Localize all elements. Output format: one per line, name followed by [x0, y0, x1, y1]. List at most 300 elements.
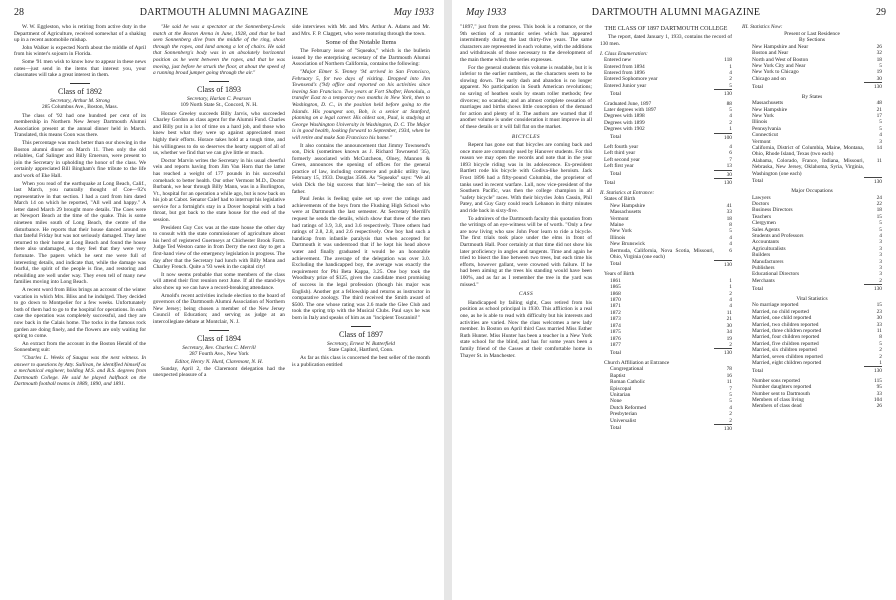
row-value: 2 — [879, 347, 882, 354]
row-label: New Hampshire — [610, 202, 646, 209]
row-value: 4 — [729, 297, 732, 304]
vital-table — [742, 302, 882, 374]
row-value: 30 — [876, 75, 882, 82]
section-heading: III. Statistics Now: — [742, 24, 783, 30]
section-title: Class of 1897 — [339, 329, 383, 339]
total-value: 130 — [714, 179, 732, 187]
row-value: 19 — [726, 335, 732, 342]
row-label: Degrees with 1902 — [604, 126, 645, 133]
row-value: 3 — [879, 271, 882, 278]
table-heading: Present or Last Residence — [784, 30, 840, 37]
section-address: 287 Fourth Ave., New York — [189, 350, 249, 357]
row-value: 23 — [876, 308, 882, 315]
row-value: 11 — [726, 379, 732, 386]
row-label: Accountants — [752, 239, 779, 246]
row-label: Clergymen — [752, 220, 776, 227]
left-column-3 — [292, 24, 430, 596]
quote: "He said he was a spectator at the Sonnenberg-Lewis match at the Boston Arena in June, 1928, and that he had seen Sonnenberg dive from the middle of the ring, shoot through the ropes, and land among a lot of chairs. He said that Sonnenberg's body was in an absolutely horizontal position as he went between the ropes, and that he was moving, just before he struck the floor, at about the speed of a running broad jumper going through the air." — [153, 24, 285, 77]
row-label: Married, six children reported — [752, 347, 817, 354]
table-row — [600, 418, 732, 425]
residence-table — [742, 44, 882, 91]
row-label: Vermont — [752, 138, 771, 145]
row-value: 26 — [876, 43, 882, 50]
paragraph: It also contains the announcement that Jimmy Townsend's son, Dick (sometimes known as J. Richard Townsend '35), formerly associated with McCutcheon, Olney, Mannon & Green, announces the opening of offices for the general practice of law, including commerce and public utility law, February 15, 1933. Douglas 3566. As "Squeaks" says: "We all wish Dick the big success that him"—being the son of his father. — [292, 142, 430, 195]
row-label: Doctors — [752, 201, 770, 207]
row-label: 1865 — [610, 284, 621, 291]
total-label: Total — [610, 171, 621, 178]
divider — [70, 83, 90, 84]
total-row — [600, 349, 732, 357]
running-title: DARTMOUTH ALUMNI MAGAZINE — [591, 7, 761, 18]
total-label: Total — [610, 425, 621, 432]
row-label: Dutch Reformed — [610, 404, 647, 411]
page-gutter — [444, 0, 452, 600]
row-value: 1 — [729, 277, 732, 284]
total-row — [600, 170, 732, 178]
total-row — [600, 424, 732, 432]
row-value: 41 — [726, 202, 732, 209]
paragraph: side interviews with Mr. and Mrs. Arthur A. Adams and Mr. and Mrs. F. P. Claggett, who were motoring through the town. — [292, 24, 430, 37]
row-label: 1876 — [610, 335, 621, 342]
row-label: 1874 — [610, 322, 621, 329]
table-row — [600, 163, 732, 170]
row-value: 16 — [726, 372, 732, 379]
table-row — [600, 126, 732, 133]
row-label: Chicago and on — [752, 75, 786, 82]
page-number: 28 — [14, 7, 24, 18]
total-row — [742, 177, 882, 185]
total-label: Total — [604, 179, 615, 186]
row-value: 24 — [876, 194, 882, 201]
row-value: 11 — [726, 309, 732, 316]
row-label: 1871 — [610, 303, 621, 310]
paragraph: A recent word from Bliss brings an account of the winter vacation in which Mrs. Bliss and he indulged. They decided to go down to Montpelier for a few weeks. Unfortunately both of them had to go to the hospital for operations. In each case the operation was completely successful, and they are now back in the Calais home. The tocks in the famous rock garden are doing finely, and the flowers are only waiting for spring to come. — [14, 287, 146, 340]
paragraph: Repent has gone out that bicycles are coming back and once more are commonly used by Hanover students. For this reason we may open the records and note that in the year 1893 bicycle riding was in its adolescence. Ex-president Bartlett rode his bicycle with Godiva-like heroism. Jack Frost 1896 had a fifty-pound Columbia, the proprietor of tanks used in recent warfare. Lull, now vice-president of the Southern Pacific, was then the college champion in all "safety bicycle" races. With their bicycles John Cassin, Phil Patey, and Guy Gary could reach Lebanon in thirty minutes and ride back in sixty-five. — [460, 142, 592, 215]
paragraph: The report, dated January 1, 1933, contains the record of 130 men. — [600, 34, 732, 47]
paragraph: Sunday, April 2, the Claremont delegation had the unexpected pleasure of a — [153, 365, 285, 379]
total-value: 130 — [864, 285, 882, 293]
row-value: 3 — [879, 138, 882, 145]
bystates-table — [742, 100, 882, 185]
row-label: 1875 — [610, 329, 621, 336]
paragraph: "1897," just from the press. This book is a romance, or the 9th section of a romantic series which has appeared intermittently during the last thirty-five years. The same characters are represented in each volume, with the additions and withdrawals of those necessary to the development of the main theme which the series expresses. — [460, 24, 592, 63]
church-table — [600, 366, 732, 432]
row-value: 4 — [729, 234, 732, 241]
row-value: 1 — [879, 359, 882, 366]
left-column-1 — [14, 24, 146, 596]
row-label: Married, no child reported — [752, 308, 809, 315]
row-value: 5 — [729, 391, 732, 398]
row-label: New Hampshire — [752, 106, 788, 113]
row-label: Merchants — [752, 277, 775, 284]
row-label: Business Directors — [752, 207, 793, 214]
row-label: Married, one child reported — [752, 315, 812, 322]
total-row — [742, 285, 882, 293]
graduated-table — [600, 101, 732, 141]
row-label: Agriculturalists — [752, 245, 786, 252]
row-value: 11 — [876, 157, 882, 164]
paragraph: Doctor Marvin writes the Secretary in his usual cheerful vein and reports having from Jim Van Horn that the latter has reached a weight of 177 pounds in his successful comeback to better health. Our other Vermont M.D., Doctor Burbank, we hear through Billy Mann, was in a Burlington, Vt., hospital for an operation a while ago, but is now back on his job at Cabot. Senator Calef had to interrupt his legislative service for a fortnight's stay in a Dover hospital with a bad throat, but got back to the state house for the end of the session. — [153, 157, 285, 224]
row-label: None — [610, 398, 622, 405]
row-label: New York — [752, 113, 774, 120]
row-value: 17 — [876, 113, 882, 120]
row-label: Degrees with 1898 — [604, 113, 645, 120]
total-value: 130 — [864, 367, 882, 375]
row-value: 5 — [729, 398, 732, 405]
row-value: 118 — [724, 57, 732, 64]
row-value: 8 — [879, 334, 882, 341]
occupations-table — [742, 195, 882, 293]
row-value: 3 — [879, 245, 882, 252]
total-value: 130 — [714, 90, 732, 98]
total-label: Total — [752, 367, 763, 374]
table-row — [600, 83, 732, 90]
paragraph: Arnold's recent activities include election to the board of governors of the Dartmouth Alumni Association of Northern New Jersey; being chosen a member of the New Jersey Council of Education; and serving as judge at an intercollegiate debate at Montclair, N. J. — [153, 292, 285, 325]
row-value: 2 — [729, 341, 732, 348]
section-secretary: Secretary, Harlan C. Pearson — [186, 95, 252, 102]
total-label: Total — [610, 134, 621, 141]
section-address: 285 Columbus Ave., Boston, Mass. — [42, 104, 118, 111]
table-row — [600, 342, 732, 349]
row-value: 88 — [726, 100, 732, 107]
row-value: 21 — [726, 316, 732, 323]
row-label: Degrees with 1899 — [604, 119, 645, 126]
row-value: 11 — [876, 327, 882, 334]
row-value: 1 — [729, 63, 732, 70]
row-value: 2 — [729, 76, 732, 83]
row-value: 5 — [879, 63, 882, 69]
total-label: Total — [610, 261, 621, 268]
row-label: Teachers — [752, 213, 772, 220]
right-column-2 — [600, 24, 732, 596]
row-value: 18 — [876, 207, 882, 214]
row-label: New York to Chicago — [752, 69, 799, 76]
section-address: 109 North State St., Concord, N. H. — [180, 102, 258, 109]
row-label: Connecticut — [752, 132, 779, 139]
paragraph: It now seems probable that some members of the class will attend their first reunion next June. If all the stand-bys also show up we can have a record-breaking attendance. — [153, 271, 285, 291]
row-label: Educational Directors — [752, 271, 800, 278]
row-value: 22 — [876, 201, 882, 207]
section-address: State Capitol, Hartford, Conn. — [328, 346, 394, 353]
total-value: 130 — [714, 260, 732, 268]
row-value: 5 — [879, 125, 882, 132]
row-label: Builders — [752, 252, 771, 259]
table-row — [742, 158, 882, 177]
row-value: 1 — [729, 284, 732, 291]
section-heading: II. Statistics at Entrance: — [600, 189, 655, 196]
row-label: Entered Sophomore year — [604, 76, 658, 83]
right-column-1 — [460, 24, 592, 596]
total-row — [742, 367, 882, 375]
total-value: 130 — [864, 83, 882, 91]
total-label: Total — [610, 349, 621, 356]
row-value: 33 — [876, 390, 882, 397]
table-subheading: By Sections — [799, 37, 825, 44]
row-label: Entered new — [604, 57, 632, 64]
row-value: 115 — [874, 377, 882, 384]
paragraph: An extract from the account in the Boston Herald of the Sonnenberg suit: — [14, 340, 146, 354]
row-label: Left first year — [604, 163, 634, 170]
row-label: Baptist — [610, 372, 626, 379]
row-value: 18 — [876, 56, 882, 63]
paragraph: The February issue of "Squeaks," which is the bulletin issued by the enterprising secretary of the Dartmouth Alumni Association of Northern California, contains the following: — [292, 48, 430, 68]
row-label: 1877 — [610, 341, 621, 348]
row-value: 5 — [729, 107, 732, 114]
total-row — [600, 260, 732, 268]
row-label: Roman Catholic — [610, 379, 646, 386]
row-value: 4 — [879, 132, 882, 139]
row-value: 5 — [879, 340, 882, 347]
section-editor: Editor, Henry N. Hurd, Claremont, N. H. — [175, 359, 263, 366]
row-value: 32 — [876, 50, 882, 57]
subhead-bicycles: BICYCLES — [511, 133, 541, 140]
subhead-cass: CASS — [518, 291, 534, 298]
row-label: Pennsylvania — [752, 125, 781, 132]
total-label: Total — [752, 285, 763, 292]
row-value: 2 — [729, 411, 732, 418]
row-value: 4 — [729, 241, 732, 248]
row-label: New York — [610, 228, 632, 235]
row-value: 4 — [729, 70, 732, 76]
row-label: Married, five children reported — [752, 340, 819, 347]
paragraph: John Walker is expected North about the middle of April from his winter's sojourn in Florida. — [14, 44, 146, 58]
report-title: THE CLASS OF 1897 DARTMOUTH COLLEGE — [604, 26, 728, 32]
paragraph: Horace Greeley succeeds Billy Jarvis, who succeeded Charley Gordon as class agent for the Alumni Fund. Charles and Billy put in a lot of time on a hard job, and those who knew best what they were up against appreciated most highly their efforts. Horace takes hold at a tough time, and his willingness to do so deserves the hearty support of all of us, whether we find that we can give little or much. — [153, 110, 285, 157]
row-label: Episcopal — [610, 385, 632, 392]
entered-table — [600, 57, 732, 97]
total-row — [600, 133, 732, 141]
row-label: Massachusetts — [752, 100, 784, 107]
row-label: Sales Agents — [752, 226, 780, 233]
right-column-3 — [742, 24, 882, 596]
row-label: Number sons reported — [752, 377, 800, 384]
total-row — [742, 83, 882, 91]
row-value: 95 — [876, 384, 882, 391]
paragraph: Paul Jenks is feeling quite set up over the ratings and achievements of the boys from the Flushing High School who were at Dartmouth the last semester. At Secretary Merrill's request he sends the details, which show that three of the men had ratings of 3.9, 3.8, and 3.6 respectively. Three others had ratings of 2.8, 2.8, and 2.6 respectively. One boy had such a handicap from infantile paralysis that when accepted for Dartmouth it was understood that if he kept his head above water and finally graduated it would be an honorable achievement. The average of the delegation was over 3.0. Excluding the handicapped boy, the average was exactly the requirement for Phi Beta Kappa, 3.25. One boy took the Woodbury prize of $125, given the candidate most promising of success in the legal profession (though his major was English). Another got a fellowship and returns as instructor in comparative zoology. The third received the Smith award of $500. The one whose rating was 2.6 made the Glee Club and took the spring trip with the Musical Clubs. Paul says he was born in Italy and speaks of him as an "incipient Toscanini!" — [292, 196, 430, 321]
row-value: 5 — [879, 226, 882, 233]
row-value: 104 — [873, 396, 882, 403]
row-label: Students and Professors — [752, 233, 804, 240]
years-table — [600, 278, 732, 357]
table-row — [742, 403, 882, 409]
table-row — [742, 76, 882, 83]
issue-date: May 1933 — [466, 7, 507, 18]
left-table — [600, 144, 732, 178]
row-value: 5 — [729, 82, 732, 89]
row-label: Entered from 1894 — [604, 63, 645, 70]
row-value: 30 — [876, 315, 882, 322]
section-secretary: Secretary, Ernest W. Butterfield — [326, 340, 396, 347]
table-heading: Years of Birth — [604, 271, 635, 278]
row-value: 3 — [879, 258, 882, 265]
left-column-2 — [153, 24, 285, 596]
table-heading: Vital Statistics — [796, 295, 828, 302]
row-value: 1 — [729, 126, 732, 133]
row-label: Illinois — [610, 234, 626, 241]
section-title: Class of 1894 — [197, 333, 241, 343]
states-table — [600, 203, 732, 269]
row-label: No marriage reported — [752, 302, 799, 309]
row-value: 7 — [729, 385, 732, 392]
row-label: Left second year — [604, 156, 640, 163]
row-label: New Hampshire and Near — [752, 43, 809, 50]
row-label: Congregational — [610, 366, 644, 373]
right-page-header — [466, 6, 886, 20]
row-label: Illinois — [752, 119, 768, 126]
subhead: Some of the Notable Items — [325, 39, 397, 47]
total-value: 130 — [864, 177, 882, 185]
row-value: 48 — [876, 100, 882, 107]
numbers-table — [742, 378, 882, 410]
row-value: 5 — [729, 228, 732, 235]
row-value: 18 — [726, 215, 732, 222]
issue-date: May 1933 — [393, 7, 434, 18]
row-label: Lawyers — [752, 194, 771, 201]
row-value: 5 — [879, 119, 882, 126]
paragraph: President Guy Cox was at the state house the other day to consult with the state commissioner of agriculture about his herd of registered Guernseys at Chichester Brook Farm. Judge Ted Weston came in from Derry the next day to get a first-hand view of the emergency legislation in progress. The day after that the Secretary had lunch with Billy Mann and Charley French. Quite a '93 week in the capital city! — [153, 224, 285, 271]
left-page — [0, 0, 444, 600]
row-label: Number daughters reported — [752, 384, 812, 391]
row-value: 4 — [729, 113, 732, 120]
row-value: 3 — [879, 265, 882, 272]
table-row — [742, 145, 882, 158]
row-label: Married, eight children reported — [752, 359, 822, 366]
row-label: North and West of Boston — [752, 56, 809, 63]
running-title: DARTMOUTH ALUMNI MAGAZINE — [139, 7, 309, 18]
row-label: Publishers — [752, 265, 775, 272]
section-heading: I. Class Enumeration: — [600, 50, 648, 57]
row-value: 4 — [729, 144, 732, 151]
row-label: Number sent to Dartmouth — [752, 390, 810, 397]
row-label: Entered from 1896 — [604, 70, 645, 76]
row-value: 4 — [729, 404, 732, 411]
table-heading: States of Birth — [604, 196, 636, 203]
row-value: 6 — [729, 150, 732, 157]
row-value: 13 — [726, 163, 732, 170]
paragraph: Handicapped by failing sight, Cass retired from his position as school principal in 1930. This affliction is a real one, as he is able to read with difficulty but his interests and activities are varied. Now the class welcomes a new lady member. In Boston on April third Cass married Miss Esther Ruth Hunter. Miss Hunter has been a teacher in a New York state school for the blind, and has for some years been a family friend of the Casses at their comfortable home in Thayer St. in Manchester. — [460, 299, 592, 359]
row-value: 19 — [876, 69, 882, 76]
total-label: Total — [752, 83, 763, 90]
row-label: Left third year — [604, 150, 636, 157]
row-value: 2 — [879, 277, 882, 284]
row-label: Graduated June, 1897 — [604, 100, 652, 107]
row-value: 8 — [729, 221, 732, 228]
row-label: Alabama, Colorado, France, Indiana, Missouri, Nebraska, New Jersey, Oklahoma, Syria, Virginia, Washington (one each) — [752, 157, 864, 177]
paragraph: For the general students this volume is readable, but it is inferior to the earlier numbers, as the characters seem to be slowing down. The early dash and abandon is no longer apparent. No participation in South American revolutions; no saving of heathen souls by steam roller methods; few divorces; no scandals; and an almost complete cessation of marriages and births shows little conception of the demand for action and plenty of it. The authors are warned that if another volume is under consideration it must improve in all of these details or it will fall flat on the market. — [460, 64, 592, 130]
divider — [209, 81, 229, 82]
row-value: 3 — [879, 239, 882, 246]
row-label: Manufacturers — [752, 258, 784, 265]
row-label: Massachusetts — [610, 209, 642, 216]
row-label: Vermont — [610, 215, 629, 222]
table-heading: By States — [801, 93, 823, 100]
row-value: 33 — [876, 321, 882, 328]
section-title: Class of 1893 — [197, 84, 241, 94]
total-value: 30 — [714, 170, 732, 178]
right-page — [452, 0, 896, 600]
total-value: 130 — [714, 349, 732, 357]
table-heading: Church Affiliation at Entrance — [604, 359, 670, 366]
row-label: California, District of Columbia, Maine, Montana, Ohio, Rhode Island, Texas (two each) — [752, 145, 864, 158]
row-value: 30 — [726, 322, 732, 329]
row-value: 2 — [729, 119, 732, 126]
section-secretary: Secretary, Rev. Charles C. Merrill — [182, 344, 256, 351]
table-row — [742, 278, 882, 285]
row-value: 4 — [879, 233, 882, 240]
row-value: 26 — [876, 403, 882, 410]
row-label: Married, four children reported — [752, 334, 820, 341]
row-label: New York City and Near — [752, 63, 806, 69]
page-number: 29 — [876, 7, 886, 18]
total-label: Total — [610, 90, 621, 97]
paragraph: The class of '92 had one hundred per cent of its membership in Northern New Jersey Dartmouth Alumni Association present at the annual dinner held in March. Translated, this means Coon was there. — [14, 112, 146, 139]
row-value: 2 — [729, 417, 732, 424]
paragraph: To admirers of the Dartmouth faculty this quotation from the writings of an eye-witness will be of worth. "Only a few are now living who saw John Poor learn to ride a bicycle. The first trials took place under the elms in front of Dartmouth Hall. Poor certainly at that time did not show his later proficiency in angles and tangents. Time and again he tried to bisect the line between two trees, but each time his efforts, however gallant, were crowned with failure. If he had been aiming at the trees his standing would have been 100%, and as far as I remember the tree in the yard was missed." — [460, 215, 592, 288]
paragraph: As far as this class is concerned the best seller of the month is a publication entitled — [292, 355, 430, 368]
left-page-header — [14, 6, 434, 20]
row-label: 1873 — [610, 316, 621, 323]
row-value: 2 — [879, 353, 882, 360]
row-label: 1872 — [610, 309, 621, 316]
table-heading: Major Occupations — [791, 188, 833, 194]
row-value: 78 — [726, 366, 732, 373]
total-value: 100 — [714, 133, 732, 141]
quote: "Major Elmer S. Tenney '94 arrived in San Francisco, February 5, for two days of visiting. Dropped into Jim Townsend's ('94) office and reported on his activities since leaving San Francisco. Two years at Fort Shafter, Honolulu, a transfer East to a temporary two months in New York, then to Washington, D. C., in the position held before going to the Islands. His youngest son, Bob, is a senior at Stanford, planning on a legal career. His oldest son, Paul, is studying at George Washington University in Washington, D. C. The Major is in good health, looking forward to September, 1934, when he will retire and make San Francisco his home." — [292, 68, 430, 141]
row-value: 15 — [876, 302, 882, 309]
row-label: Entered Junior year — [604, 82, 647, 89]
row-value: 6 — [729, 247, 732, 254]
row-value: 3 — [879, 252, 882, 259]
row-value: 33 — [726, 209, 732, 216]
row-label: Boston and Near — [752, 50, 789, 57]
section-title: Class of 1892 — [58, 86, 102, 96]
row-label: Presbyterian — [610, 411, 637, 418]
row-value: 7 — [729, 156, 732, 163]
paragraph: This percentage was much better than our showing in the Boston alumni dinner on March 11. Then only the old reliables, Gaf Salinger and Billy Emerson, were present to join the Secretary in upholding the honor of the class. We certainly appreciated Bill Bingham's fine tribute to the life and work of Eke Hall. — [14, 139, 146, 179]
total-label: Total — [752, 178, 763, 185]
row-label: Married, two children reported — [752, 321, 819, 328]
quote: "Charles L. Weeks of Saugus was the next witness. In answer to questions by Atty. Sullivan, he identified himself as a mechanical engineer, holding M.S. and B.S. degrees from Dartmouth College. He said he played halfback on the Dartmouth football teams in 1889, 1890, and 1891. — [14, 354, 146, 388]
row-label: Bermuda, California, Nova Scotia, Missouri, Ohio, Virginia (one each) — [610, 247, 714, 260]
row-label: Members of class dead — [752, 403, 802, 410]
row-label: Unitarian — [610, 391, 631, 398]
total-value: 130 — [714, 424, 732, 432]
divider — [209, 330, 229, 331]
table-row — [742, 360, 882, 367]
row-value: 34 — [726, 329, 732, 336]
row-label: Later degrees with 1897 — [604, 107, 657, 114]
row-label: 1870 — [610, 297, 621, 304]
row-label: Members of class living — [752, 396, 804, 403]
row-label: Married, three children reported — [752, 327, 822, 334]
row-label: Married, seven children reported — [752, 353, 823, 360]
row-label: Maine — [610, 221, 624, 228]
row-value: 4 — [729, 303, 732, 310]
overall-total — [600, 178, 732, 186]
paragraph: Some '91 men wish to know how to appear in these news notes—just send in the items that interest you, your classmates will take a great interest in them. — [14, 58, 146, 79]
row-label: Left fourth year — [604, 144, 639, 151]
section-secretary: Secretary, Arthur M. Strong — [50, 97, 110, 104]
table-row — [600, 248, 732, 261]
paragraph: W. W. Eggleston, who is retiring from active duty in the Department of Agriculture, received somewhat of a shaking up in a recent automobile mishap. — [14, 24, 146, 44]
paragraph: When you read of the earthquake at Long Beach, Calif., last March, you naturally thought of Coe—92's representative in that section. I had a card from him dated March 14 on which he reported, "All well and happy." A letter dated March 29 brought more details. The Coes were at Newport Beach at the time of the quake. This is some nineteen miles south of Long Beach, the centre of the disturbance. He reports that their house danced around on that fateful Friday but was not seriously damaged. They later returned to their home at Long Beach and found the house there also undamaged, so they feel that they were very fortunate. The papers which he sent me were full of interesting details, and indicate that, while the damage was fearful, the spirit of the people is fine, and restoring and rebuilding are well under way. They even tell of many new families moving into Long Beach. — [14, 180, 146, 286]
row-label: 1868 — [610, 290, 621, 297]
row-value: 21 — [876, 106, 882, 113]
row-value: 2 — [729, 290, 732, 297]
row-value: 15 — [876, 213, 882, 220]
row-value: 5 — [879, 220, 882, 227]
row-label: New Brunswick — [610, 241, 645, 248]
